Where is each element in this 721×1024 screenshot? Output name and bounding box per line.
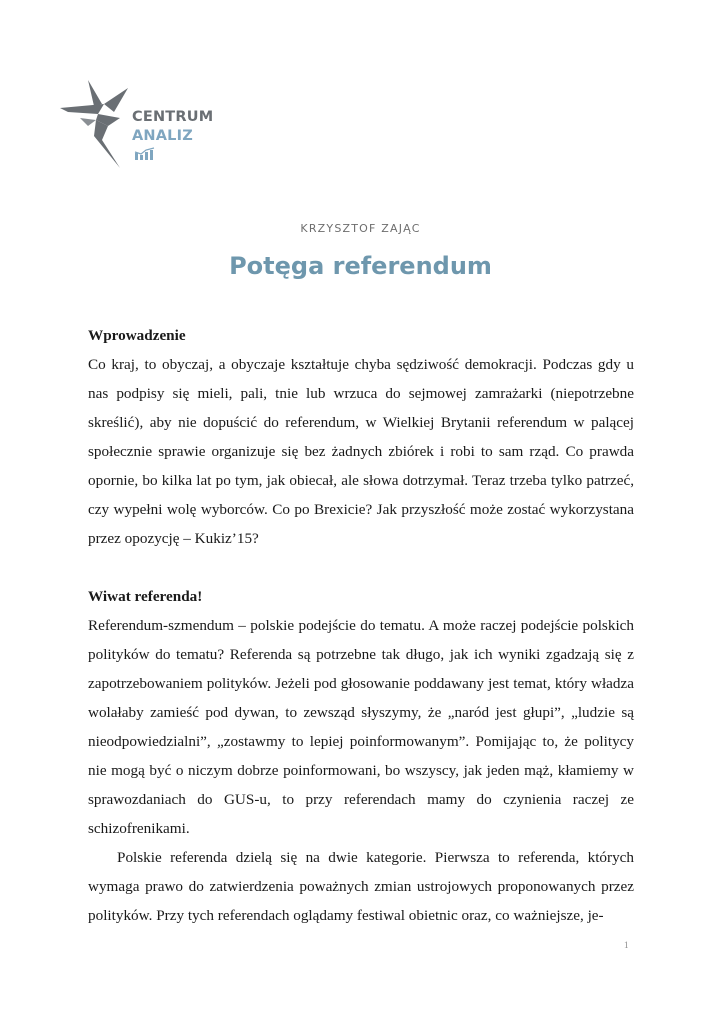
bar-chart-icon [134,147,156,160]
paragraph: Referendum-szmendum – polskie podejście do tematu. A może raczej podejście polskich polityków do tematu? Referenda są potrzebne tak długo, jak ich wyniki zgadzają się z zapotrzebowaniem polityków. Jeżeli pod głosowanie poddawany jest temat, który władza wolałaby zamieść pod dywan, to zewsząd słyszymy, że „naród jest głupi”, „ludzie są nieodpowiedzialni”, „zostawmy to lepiej poinformowanym”. Pomijając to, że politycy nie mogą być o niczym dobrze poinformowani, bo wszyscy, jak jeden mąż, kłamiemy w sprawozdaniach do GUS-u, to przy referendach mamy do czynienia raczej ze schizofrenikami. [88,617,634,837]
section-heading-wiwat: Wiwat referenda! [88,588,203,605]
section-gap [88,553,634,582]
logo-line-analiz: ANALIZ [132,127,213,165]
star-logo-icon [58,78,130,170]
logo-text [132,108,213,165]
paragraph: Co kraj, to obyczaj, a obyczaje kształtuje chyba sędziwość demokracji. Podczas gdy u nas podpisy się mieli, pali, tnie lub wrzuca do sejmowej zamrażarki (niepotrzebne skreślić), aby nie dopuścić do referendum, w Wielkiej Brytanii referendum w palącej społecznie sprawie organizuje się bez żadnych zbiórek i robi to sam rząd. Co prawda opornie, bo kilka lat po tym, jak obiecał, ale słowa dotrzymał. Teraz trzeba tylko patrzeć, czy wypełni wolę wyborców. Co po Brexicie? Jak przyszłość może zostać wykorzystana przez opozycję – Kukiz’15? [88,356,634,547]
logo-line-centrum: CENTRUM [132,109,214,125]
section-heading-introduction: Wprowadzenie [88,327,186,344]
page-number: 1 [624,940,629,950]
author-name: KRZYSZTOF ZAJĄC [300,222,421,235]
logo [58,78,214,170]
article-title: Potęga referendum [229,252,492,280]
paragraph: Polskie referenda dzielą się na dwie kategorie. Pierwsza to referenda, których wymaga prawo do zatwierdzenia poważnych zmian ustrojowych proponowanych przez polityków. Przy tych referendach oglądamy festiwal obietnic oraz, co ważniejsze, je- [88,849,634,924]
article-body [88,321,634,930]
